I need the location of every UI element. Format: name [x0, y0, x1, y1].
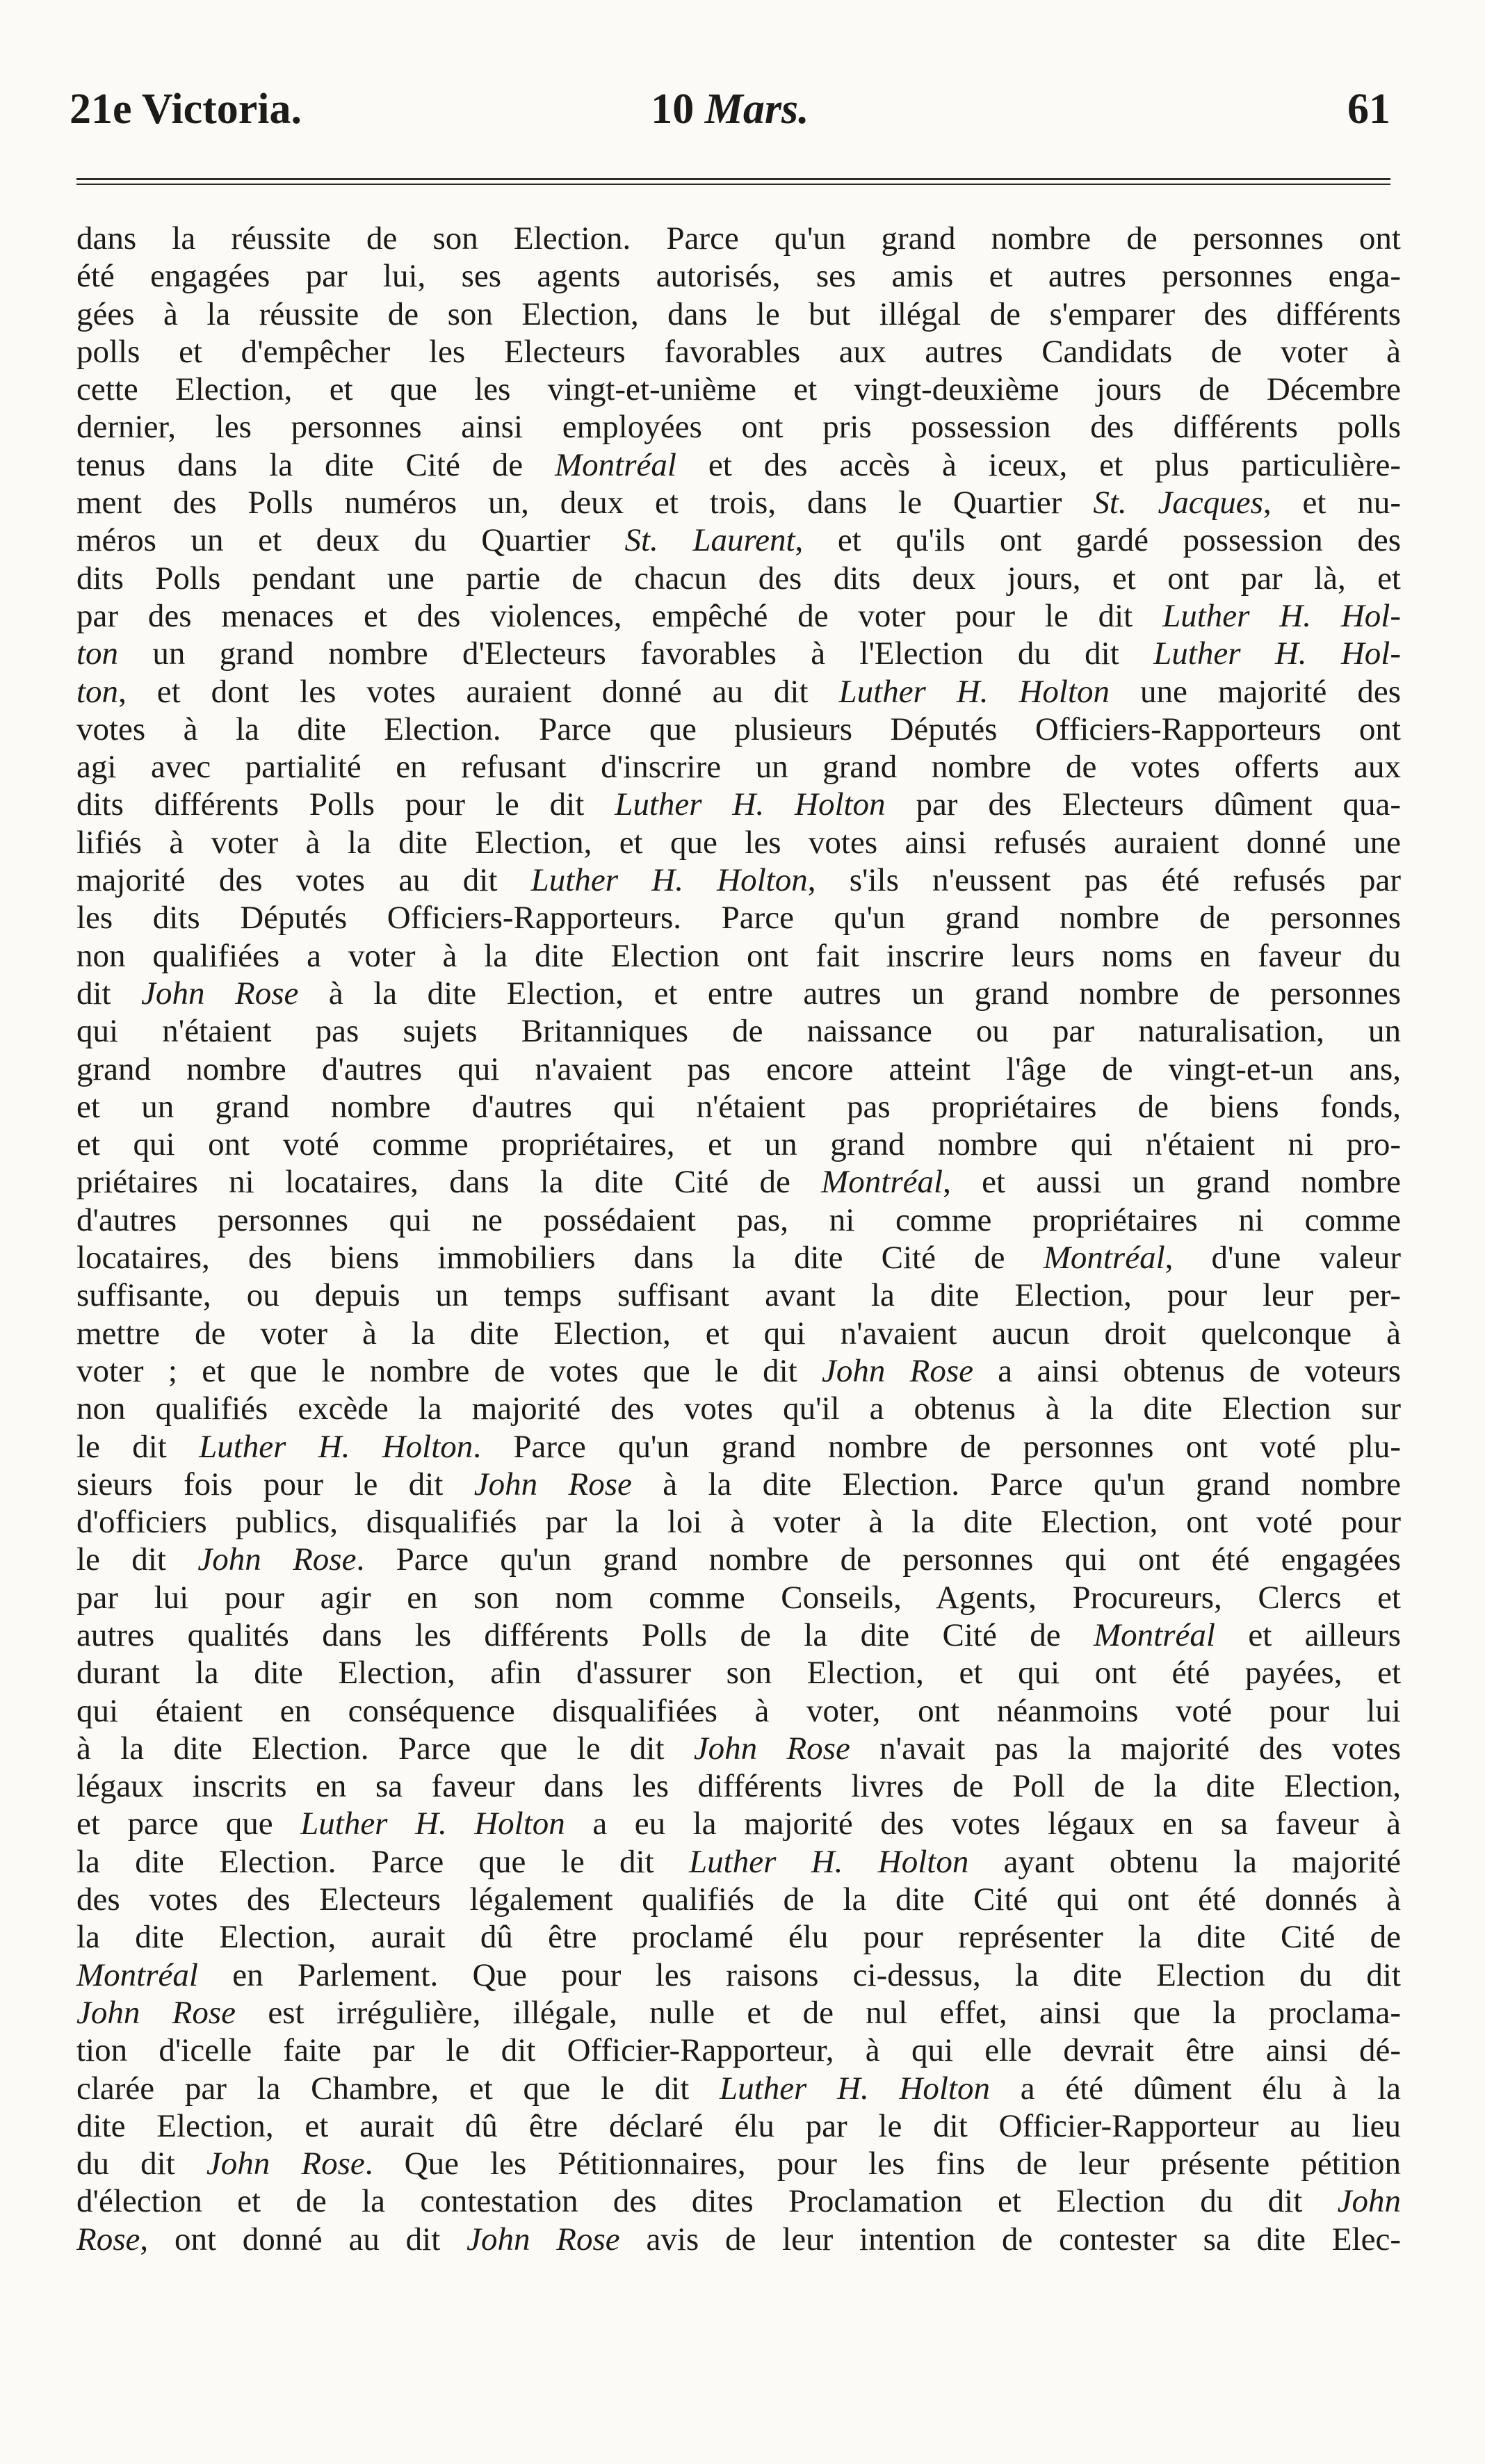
- text-line: dit John Rose à la dite Election, et entre autres un grand nombre de personnes: [76, 975, 1401, 1012]
- text-line: par lui pour agir en son nom comme Conseils, Agents, Procureurs, Clercs et: [76, 1579, 1401, 1616]
- text-line: Montréal en Parlement. Que pour les raisons ci-dessus, la dite Election du dit: [76, 1956, 1401, 1993]
- italic-name: Montréal: [1043, 1240, 1165, 1276]
- header-rule: [76, 178, 1390, 185]
- text-line: dits Polls pendant une partie de chacun des dits deux jours, et ont par là, et: [76, 560, 1401, 597]
- italic-name: Montréal: [76, 1956, 198, 1993]
- text-line: votes à la dite Election. Parce que plusieurs Députés Officiers-Rapporteurs ont: [76, 711, 1401, 747]
- text-line: clarée par la Chambre, et que le dit Luther H. Holton a été dûment élu à la: [76, 2070, 1401, 2107]
- text-line: mettre de voter à la dite Election, et qui n'avaient aucun droit quelconque à: [76, 1315, 1401, 1352]
- header-day: 10: [651, 86, 695, 133]
- text-line: d'élection et de la contestation des dites Proclamation et Election du dit John: [76, 2183, 1401, 2220]
- text-line: et un grand nombre d'autres qui n'étaient pas propriétaires de biens fonds,: [76, 1088, 1401, 1125]
- italic-name: Luther H. Holton: [720, 2070, 990, 2107]
- header-month: Mars.: [704, 86, 809, 133]
- text-line: qui étaient en conséquence disqualifiées à voter, ont néanmoins voté pour lui: [76, 1692, 1401, 1729]
- text-line: locataires, des biens immobiliers dans la dite Cité de Montréal, d'une valeur: [76, 1240, 1401, 1276]
- italic-name: Luther H. Holton: [530, 862, 808, 899]
- italic-name: Luther H. Holton: [199, 1428, 473, 1465]
- text-line: du dit John Rose. Que les Pétitionnaires, pour les fins de leur présente pétition: [76, 2146, 1401, 2182]
- text-line: qui n'étaient pas sujets Britanniques de naissance ou par naturalisation, un: [76, 1013, 1401, 1050]
- text-line: ton, et dont les votes auraient donné au dit Luther H. Holton une majorité des: [76, 673, 1401, 710]
- text-line: autres qualités dans les différents Polls de la dite Cité de Montréal et ailleurs: [76, 1616, 1401, 1653]
- italic-name: Montréal: [1094, 1616, 1215, 1653]
- header-date: [70, 78, 1390, 140]
- text-line: suffisante, ou depuis un temps suffisant avant la dite Election, pour leur per-: [76, 1277, 1401, 1314]
- text-line: les dits Députés Officiers-Rapporteurs. Parce qu'un grand nombre de personnes: [76, 900, 1401, 937]
- italic-name: Luther H. Holton: [615, 786, 886, 823]
- text-line: John Rose est irrégulière, illégale, nulle et de nul effet, ainsi que la proclama-: [76, 1994, 1401, 2031]
- header-reign-year: 21e Victoria.: [70, 86, 302, 133]
- text-line: dite Election, et aurait dû être déclaré élu par le dit Officier-Rapporteur au lieu: [76, 2107, 1401, 2144]
- text-line: été engagées par lui, ses agents autorisés, ses amis et autres personnes enga-: [76, 258, 1401, 295]
- italic-name: St. Laurent: [624, 522, 795, 559]
- page-number: 61: [1347, 86, 1390, 133]
- italic-name: John Rose: [141, 975, 299, 1012]
- text-line: tion d'icelle faite par le dit Officier-Rapporteur, à qui elle devrait être ainsi dé-: [76, 2032, 1401, 2069]
- text-line: et qui ont voté comme propriétaires, et un grand nombre qui n'étaient ni pro-: [76, 1126, 1401, 1163]
- italic-name: Luther H. Holton: [689, 1843, 969, 1880]
- running-header: [70, 78, 1390, 140]
- italic-name: John Rose: [822, 1352, 974, 1389]
- text-line: le dit John Rose. Parce qu'un grand nombre de personnes qui ont été engagées: [76, 1541, 1401, 1578]
- text-line: le dit Luther H. Holton. Parce qu'un grand nombre de personnes ont voté plu-: [76, 1428, 1401, 1465]
- text-line: et parce que Luther H. Holton a eu la majorité des votes légaux en sa faveur à: [76, 1806, 1401, 1842]
- italic-name: Montréal: [821, 1164, 943, 1201]
- italic-name: John Rose: [197, 1541, 357, 1578]
- text-line: dernier, les personnes ainsi employées ont pris possession des différents polls: [76, 409, 1401, 446]
- text-line: priétaires ni locataires, dans la dite Cité de Montréal, et aussi un grand nombre: [76, 1164, 1401, 1201]
- italic-name: ton: [76, 635, 119, 672]
- italic-name: John Rose: [466, 2221, 620, 2258]
- text-line: d'officiers publics, disqualifiés par la loi à voter à la dite Election, ont voté pour: [76, 1504, 1401, 1541]
- italic-name: St. Jacques: [1093, 485, 1263, 521]
- italic-name: John: [1337, 2183, 1401, 2220]
- text-line: voter ; et que le nombre de votes que le dit John Rose a ainsi obtenus de voteurs: [76, 1352, 1401, 1389]
- text-line: ment des Polls numéros un, deux et trois, dans le Quartier St. Jacques, et nu-: [76, 485, 1401, 521]
- text-line: méros un et deux du Quartier St. Laurent, et qu'ils ont gardé possession des: [76, 522, 1401, 559]
- italic-name: John Rose: [693, 1730, 850, 1767]
- text-line: non qualifiés excède la majorité des votes qu'il a obtenus à la dite Election sur: [76, 1391, 1401, 1427]
- text-line: gées à la réussite de son Election, dans le but illégal de s'emparer des différents: [76, 295, 1401, 332]
- text-line: tenus dans la dite Cité de Montréal et des accès à iceux, et plus particulière-: [76, 446, 1401, 483]
- text-line: légaux inscrits en sa faveur dans les différents livres de Poll de la dite Election,: [76, 1768, 1401, 1805]
- text-line: dans la réussite de son Election. Parce qu'un grand nombre de personnes ont: [76, 220, 1401, 257]
- italic-name: ton: [76, 673, 119, 710]
- text-line: dits différents Polls pour le dit Luther H. Holton par des Electeurs dûment qua-: [76, 786, 1401, 823]
- text-line: la dite Election. Parce que le dit Luther H. Holton ayant obtenu la majorité: [76, 1843, 1401, 1880]
- text-line: majorité des votes au dit Luther H. Holton, s'ils n'eussent pas été refusés par: [76, 862, 1401, 899]
- text-line: agi avec partialité en refusant d'inscrire un grand nombre de votes offerts aux: [76, 749, 1401, 786]
- text-line: ton un grand nombre d'Electeurs favorables à l'Election du dit Luther H. Hol-: [76, 635, 1401, 672]
- italic-name: Luther H. Holton: [300, 1806, 565, 1842]
- text-line: cette Election, et que les vingt-et-unième et vingt-deuxième jours de Décembre: [76, 371, 1401, 408]
- text-line: lifiés à voter à la dite Election, et que les votes ainsi refusés auraient donné une: [76, 824, 1401, 861]
- italic-name: Luther H. Holton: [838, 673, 1110, 710]
- text-line: polls et d'empêcher les Electeurs favorables aux autres Candidats de voter à: [76, 333, 1401, 370]
- text-line: la dite Election, aurait dû être proclamé élu pour représenter la dite Cité de: [76, 1919, 1401, 1956]
- text-line: durant la dite Election, afin d'assurer son Election, et qui ont été payées, et: [76, 1655, 1401, 1692]
- text-line: par des menaces et des violences, empêché de voter pour le dit Luther H. Hol-: [76, 597, 1401, 634]
- italic-name: Luther H. Hol-: [1162, 597, 1401, 634]
- text-line: d'autres personnes qui ne possédaient pas, ni comme propriétaires ni comme: [76, 1201, 1401, 1238]
- text-line: grand nombre d'autres qui n'avaient pas encore atteint l'âge de vingt-et-un ans,: [76, 1051, 1401, 1087]
- text-line: non qualifiées a voter à la dite Election ont fait inscrire leurs noms en faveur du: [76, 937, 1401, 974]
- italic-name: John Rose: [76, 1994, 236, 2031]
- italic-name: John Rose: [473, 1466, 632, 1502]
- text-line: Rose, ont donné au dit John Rose avis de leur intention de contester sa dite Elec-: [76, 2221, 1401, 2258]
- text-line: des votes des Electeurs légalement qualifiés de la dite Cité qui ont été donnés à: [76, 1881, 1401, 1918]
- text-line: à la dite Election. Parce que le dit John Rose n'avait pas la majorité des votes: [76, 1730, 1401, 1767]
- italic-name: Montréal: [555, 446, 676, 483]
- text-line: sieurs fois pour le dit John Rose à la dite Election. Parce qu'un grand nombre: [76, 1466, 1401, 1502]
- italic-name: Luther H. Hol-: [1153, 635, 1401, 672]
- body-paragraph: [76, 220, 1401, 2258]
- italic-name: Rose: [76, 2221, 140, 2258]
- italic-name: John Rose: [206, 2146, 365, 2182]
